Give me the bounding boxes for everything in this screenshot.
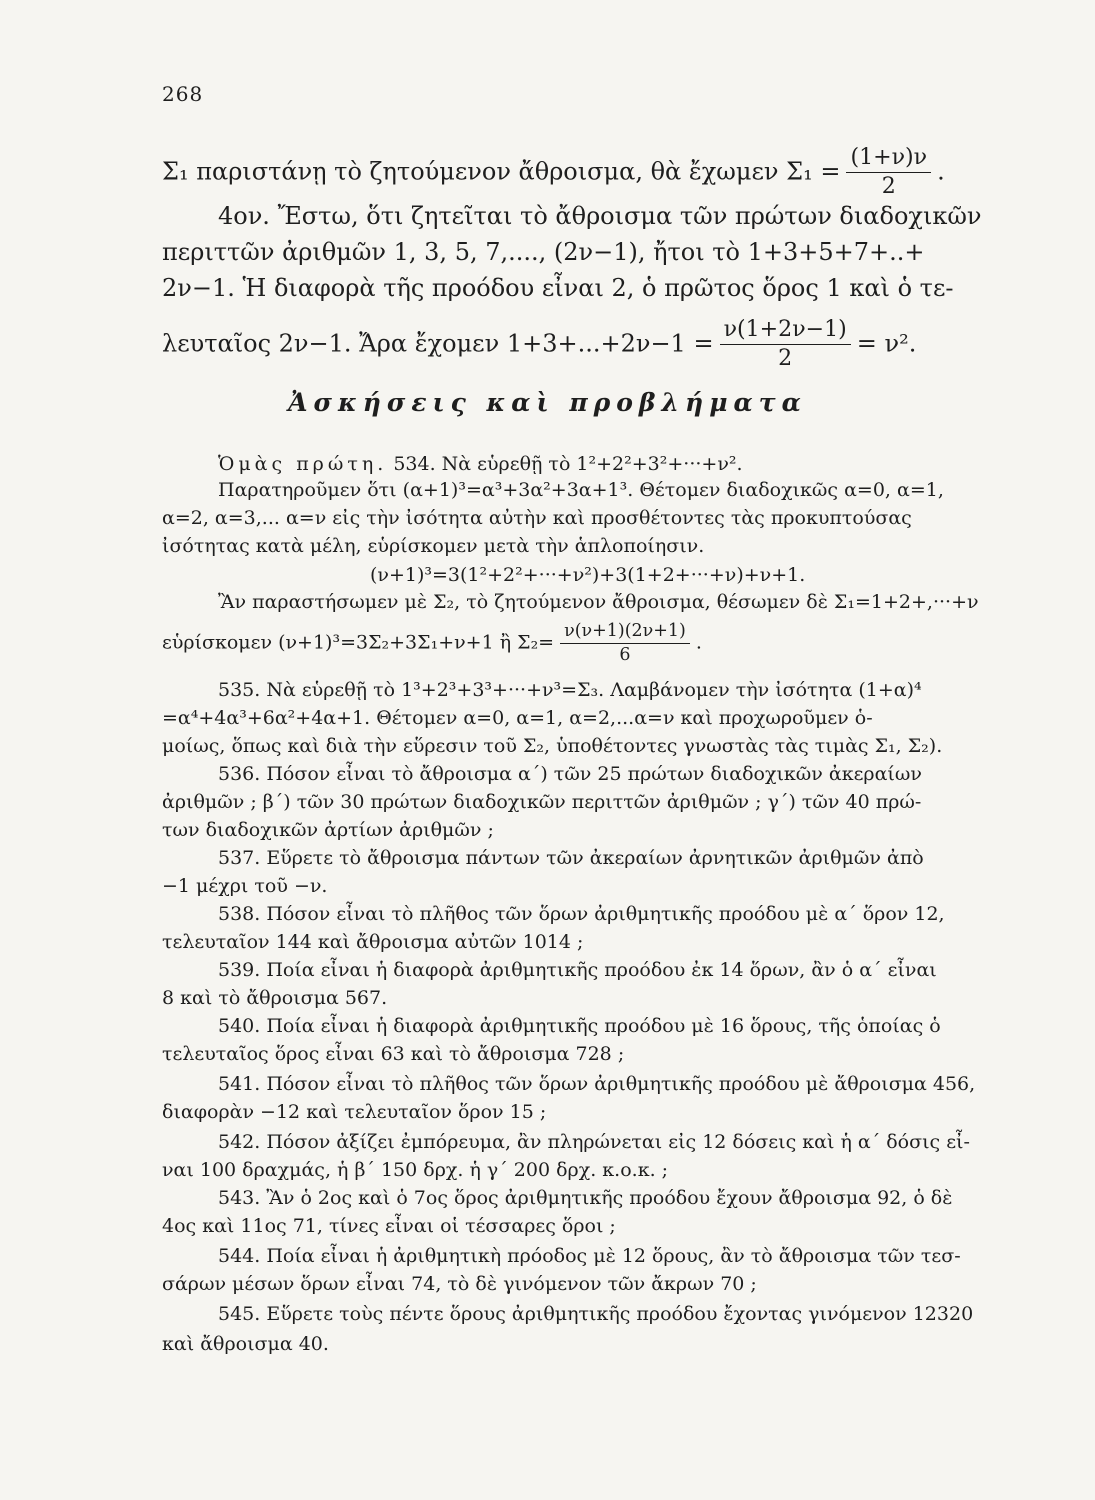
exercise-line: 8 καὶ τὸ ἄθροισμα 567. [162,987,388,1009]
exercise-line: 4ος καὶ 11ος 71, τίνες εἶναι οἱ τέσσαρες ὅροι ; [162,1215,616,1237]
fraction: $\frac{\nu(1+2\nu-1)}{2}$ [720,318,851,372]
ex534-line-6: Ἂν παραστήσωμεν μὲ Σ₂, τὸ ζητούμενον ἄθροισμα, θέσωμεν δὲ Σ₁=1+2+,···+ν [218,591,979,613]
exercise-line: 536. Πόσον εἶναι τὸ ἄθροισμα α΄) τῶν 25 πρώτων διαδοχικῶν ἀκεραίων [218,763,922,785]
ex535-line-2: =α⁴+4α³+6α²+4α+1. Θέτομεν α=0, α=1, α=2,...α=ν καὶ προχωροῦμεν ὁ- [162,707,873,729]
exercise-line: 544. Ποία εἶναι ἡ ἀριθμητικὴ πρόοδος μὲ 12 ὅρους, ἂν τὸ ἄθροισμα τῶν τεσ- [218,1245,961,1267]
intro-line-4: 2ν−1. Ἡ διαφορὰ τῆς προόδου εἶναι 2, ὁ πρῶτος ὅρος 1 καὶ ὁ τε- [162,274,954,302]
exercise-line: 541. Πόσον εἶναι τὸ πλῆθος τῶν ὅρων ἀριθμητικῆς προόδου μὲ ἄθροισμα 456, [218,1073,976,1095]
fraction: $\frac{\nu(\nu+1)(2\nu+1)}{6}$ [560,622,690,665]
exercise-line: ἀριθμῶν ; β΄) τῶν 30 πρώτων διαδοχικῶν περιττῶν ἀριθμῶν ; γ΄) τῶν 40 πρώ- [162,791,922,813]
exercise-line: 545. Εὕρετε τοὺς πέντε ὅρους ἀριθμητικῆς προόδου ἔχοντας γινόμενον 12320 [218,1303,974,1325]
exercise-line: διαφορὰν −12 καὶ τελευταῖον ὅρον 15 ; [162,1101,547,1123]
exercise-line: 540. Ποία εἶναι ἡ διαφορὰ ἀριθμητικῆς προόδου μὲ 16 ὅρους, τῆς ὁποίας ὁ [218,1015,941,1037]
intro-line-5: λευταῖος 2ν−1. Ἄρα ἔχομεν 1+3+...+2ν−1 = $\frac{\nu(1+2\nu-1)}{2}$ = ν². [162,317,917,372]
group-label: Ὁμὰς πρώτη. [218,453,388,475]
intro-line-2: 4ον. Ἔστω, ὅτι ζητεῖται τὸ ἄθροισμα τῶν πρώτων διαδοχικῶν [218,202,982,230]
exercise-line: 543. Ἂν ὁ 2ος καὶ ὁ 7ος ὅρος ἀριθμητικῆς προόδου ἔχουν ἄθροισμα 92, ὁ δὲ [218,1187,953,1209]
intro-line-1: Σ₁ παριστάνῃ τὸ ζητούμενον ἄθροισμα, θὰ ἔχωμεν Σ₁ = $\frac{(1+\nu)\nu}{2}$ . [162,145,945,200]
ex534-formula: (ν+1)³=3(1²+2²+···+ν²)+3(1+2+···+ν)+ν+1. [370,564,806,586]
exercise-line: των διαδοχικῶν ἀρτίων ἀριθμῶν ; [162,819,494,841]
page-number: 268 [162,82,204,106]
ex534-line-3: α=2, α=3,... α=ν εἰς τὴν ἰσότητα αὐτὴν καὶ προσθέτοντες τὰς προκυπτούσας [162,507,912,529]
exercise-line: 539. Ποία εἶναι ἡ διαφορὰ ἀριθμητικῆς προόδου ἐκ 14 ὅρων, ἂν ὁ α΄ εἶναι [218,959,937,981]
exercise-line: 537. Εὕρετε τὸ ἄθροισμα πάντων τῶν ἀκεραίων ἀρνητικῶν ἀριθμῶν ἀπὸ [218,847,924,869]
exercise-line: −1 μέχρι τοῦ −ν. [162,875,328,897]
ex535-line-1: 535. Νὰ εὑρεθῇ τὸ 1³+2³+3³+···+ν³=Σ₃. Λαμβάνομεν τὴν ἰσότητα (1+α)⁴ [218,679,922,701]
exercise-line: ναι 100 δραχμάς, ἡ β΄ 150 δρχ. ἡ γ΄ 200 δρχ. κ.ο.κ. ; [162,1159,669,1181]
intro-line-3: περιττῶν ἀριθμῶν 1, 3, 5, 7,...., (2ν−1), ἤτοι τὸ 1+3+5+7+..+ [162,238,925,266]
exercise-line: καὶ ἄθροισμα 40. [162,1333,329,1355]
exercise-line: 538. Πόσον εἶναι τὸ πλῆθος τῶν ὅρων ἀριθμητικῆς προόδου μὲ α΄ ὅρον 12, [218,903,945,925]
ex534-line-2: Παρατηροῦμεν ὅτι (α+1)³=α³+3α²+3α+1³. Θέτομεν διαδοχικῶς α=0, α=1, [218,479,944,501]
exercise-line: σάρων μέσων ὅρων εἶναι 74, τὸ δὲ γινόμενον τῶν ἄκρων 70 ; [162,1273,757,1295]
exercise-line: 542. Πόσον ἀξίζει ἐμπόρευμα, ἂν πληρώνεται εἰς 12 δόσεις καὶ ἡ α΄ δόσις εἶ- [218,1131,970,1153]
section-heading: Ἀσκήσεις καὶ προβλήματα [288,388,807,417]
ex534-line-4: ἰσότητας κατὰ μέλη, εὑρίσκομεν μετὰ τὴν ἁπλοποίησιν. [162,535,705,557]
exercise-line: τελευταῖον 144 καὶ ἄθροισμα αὐτῶν 1014 ; [162,931,584,953]
ex534-line-1: Ὁμὰς πρώτη. 534. Νὰ εὑρεθῇ τὸ 1²+2²+3²+···+ν². [218,453,743,475]
ex535-line-3: μοίως, ὅπως καὶ διὰ τὴν εὕρεσιν τοῦ Σ₂, ὑποθέτοντες γνωστὰς τὰς τιμὰς Σ₁, Σ₂). [162,735,943,757]
exercise-line: τελευταῖος ὅρος εἶναι 63 καὶ τὸ ἄθροισμα 728 ; [162,1043,625,1065]
fraction: $\frac{(1+\nu)\nu}{2}$ [846,146,931,200]
ex534-line-7: εὑρίσκομεν (ν+1)³=3Σ₂+3Σ₁+ν+1 ἢ Σ₂= $\frac{\nu(\nu+1)(2\nu+1)}{6}$ . [162,621,702,666]
